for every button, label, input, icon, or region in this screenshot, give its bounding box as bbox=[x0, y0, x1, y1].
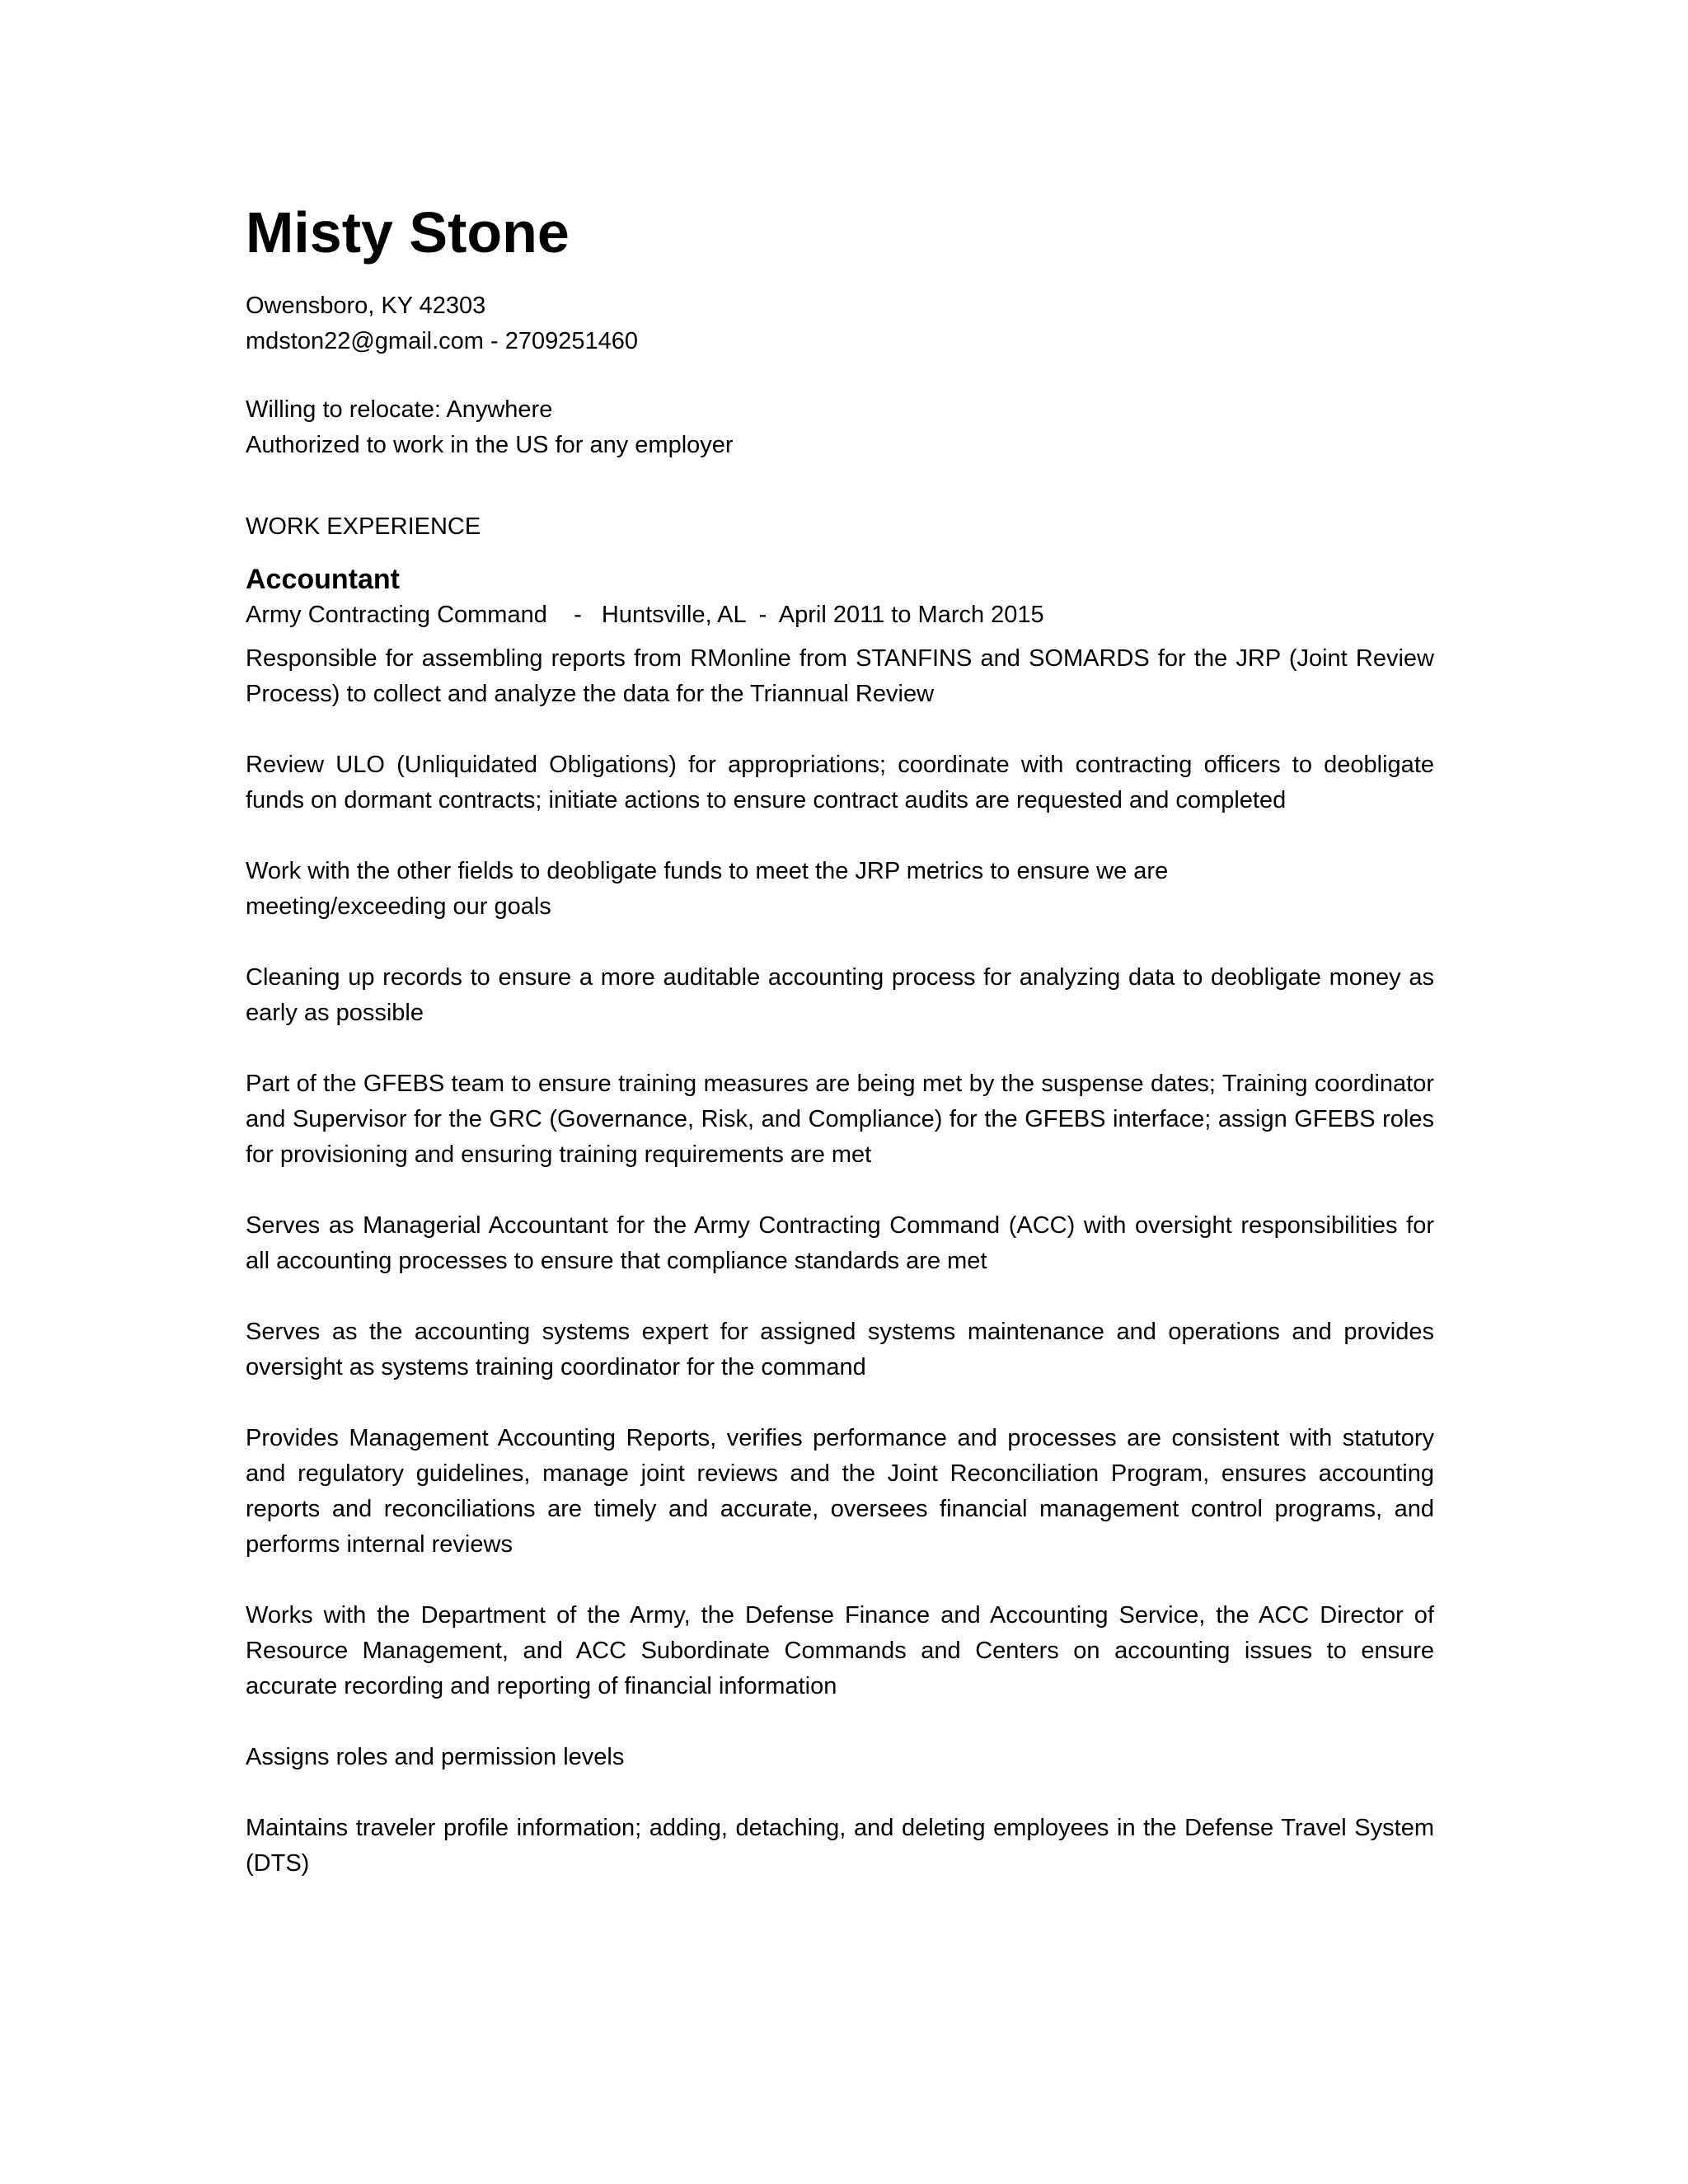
job-duty: Assigns roles and permission levels bbox=[246, 1744, 625, 1770]
job-duty: Review ULO (Unliquidated Obligations) for appropriations; coordinate with contracting officers to deobligate funds on dormant contracts; initiate actions to ensure contract audits are requested and completed bbox=[246, 752, 1434, 813]
location: Owensboro, KY 42303 bbox=[246, 293, 486, 319]
job-entry bbox=[246, 563, 1434, 1882]
candidate-name: Misty Stone bbox=[246, 200, 570, 265]
job-duty: Cleaning up records to ensure a more auditable accounting process for analyzing data to deobligate money as early as possible bbox=[246, 964, 1434, 1026]
job-meta: Army Contracting Command - Huntsville, AL - April 2011 to March 2015 bbox=[246, 602, 1044, 628]
resume-page bbox=[246, 198, 1434, 1917]
relocate-text: Willing to relocate: Anywhere bbox=[246, 396, 553, 423]
job-duty: Work with the other fields to deobligate funds to meet the JRP metrics to ensure we are meeting/exceeding our goals bbox=[246, 858, 1169, 920]
job-duty: Provides Management Accounting Reports, verifies performance and processes are consistent with statutory and regulatory guidelines, manage joint reviews and the Joint Reconciliation Program, ensures accounting reports and reconciliations are timely and accurate, oversees financial management control programs, and performs internal reviews bbox=[246, 1425, 1434, 1558]
job-duty: Works with the Department of the Army, the Defense Finance and Accounting Service, the ACC Director of Resource Management, and ACC Subordinate Commands and Centers on accounting issues to ensure accurate recording and reporting of financial information bbox=[246, 1602, 1434, 1699]
job-duty: Part of the GFEBS team to ensure training measures are being met by the suspense dates; Training coordinator and Supervisor for the GRC (Governance, Risk, and Compliance) for the GFEBS interface; assign GFEBS roles for provisioning and ensuring training requirements are met bbox=[246, 1071, 1434, 1168]
job-duty: Serves as Managerial Accountant for the Army Contracting Command (ACC) with oversight responsibilities for all accounting processes to ensure that compliance standards are met bbox=[246, 1212, 1434, 1274]
job-title: Accountant bbox=[246, 564, 400, 595]
job-duty: Responsible for assembling reports from RMonline from STANFINS and SOMARDS for the JRP (Joint Review Process) to collect and analyze the data for the Triannual Review bbox=[246, 645, 1434, 707]
job-duties bbox=[246, 641, 1434, 1882]
work-eligibility bbox=[246, 392, 1434, 463]
job-duty: Maintains traveler profile information; adding, detaching, and deleting employees in the Defense Travel System (DTS) bbox=[246, 1815, 1434, 1877]
job-duty: Serves as the accounting systems expert for assigned systems maintenance and operations and provides oversight as systems training coordinator for the command bbox=[246, 1319, 1434, 1380]
section-heading-work-experience: WORK EXPERIENCE bbox=[246, 513, 481, 540]
authorization-text: Authorized to work in the US for any employer bbox=[246, 432, 734, 458]
contact-info bbox=[246, 288, 1434, 359]
email-phone: mdston22@gmail.com - 2709251460 bbox=[246, 328, 638, 354]
